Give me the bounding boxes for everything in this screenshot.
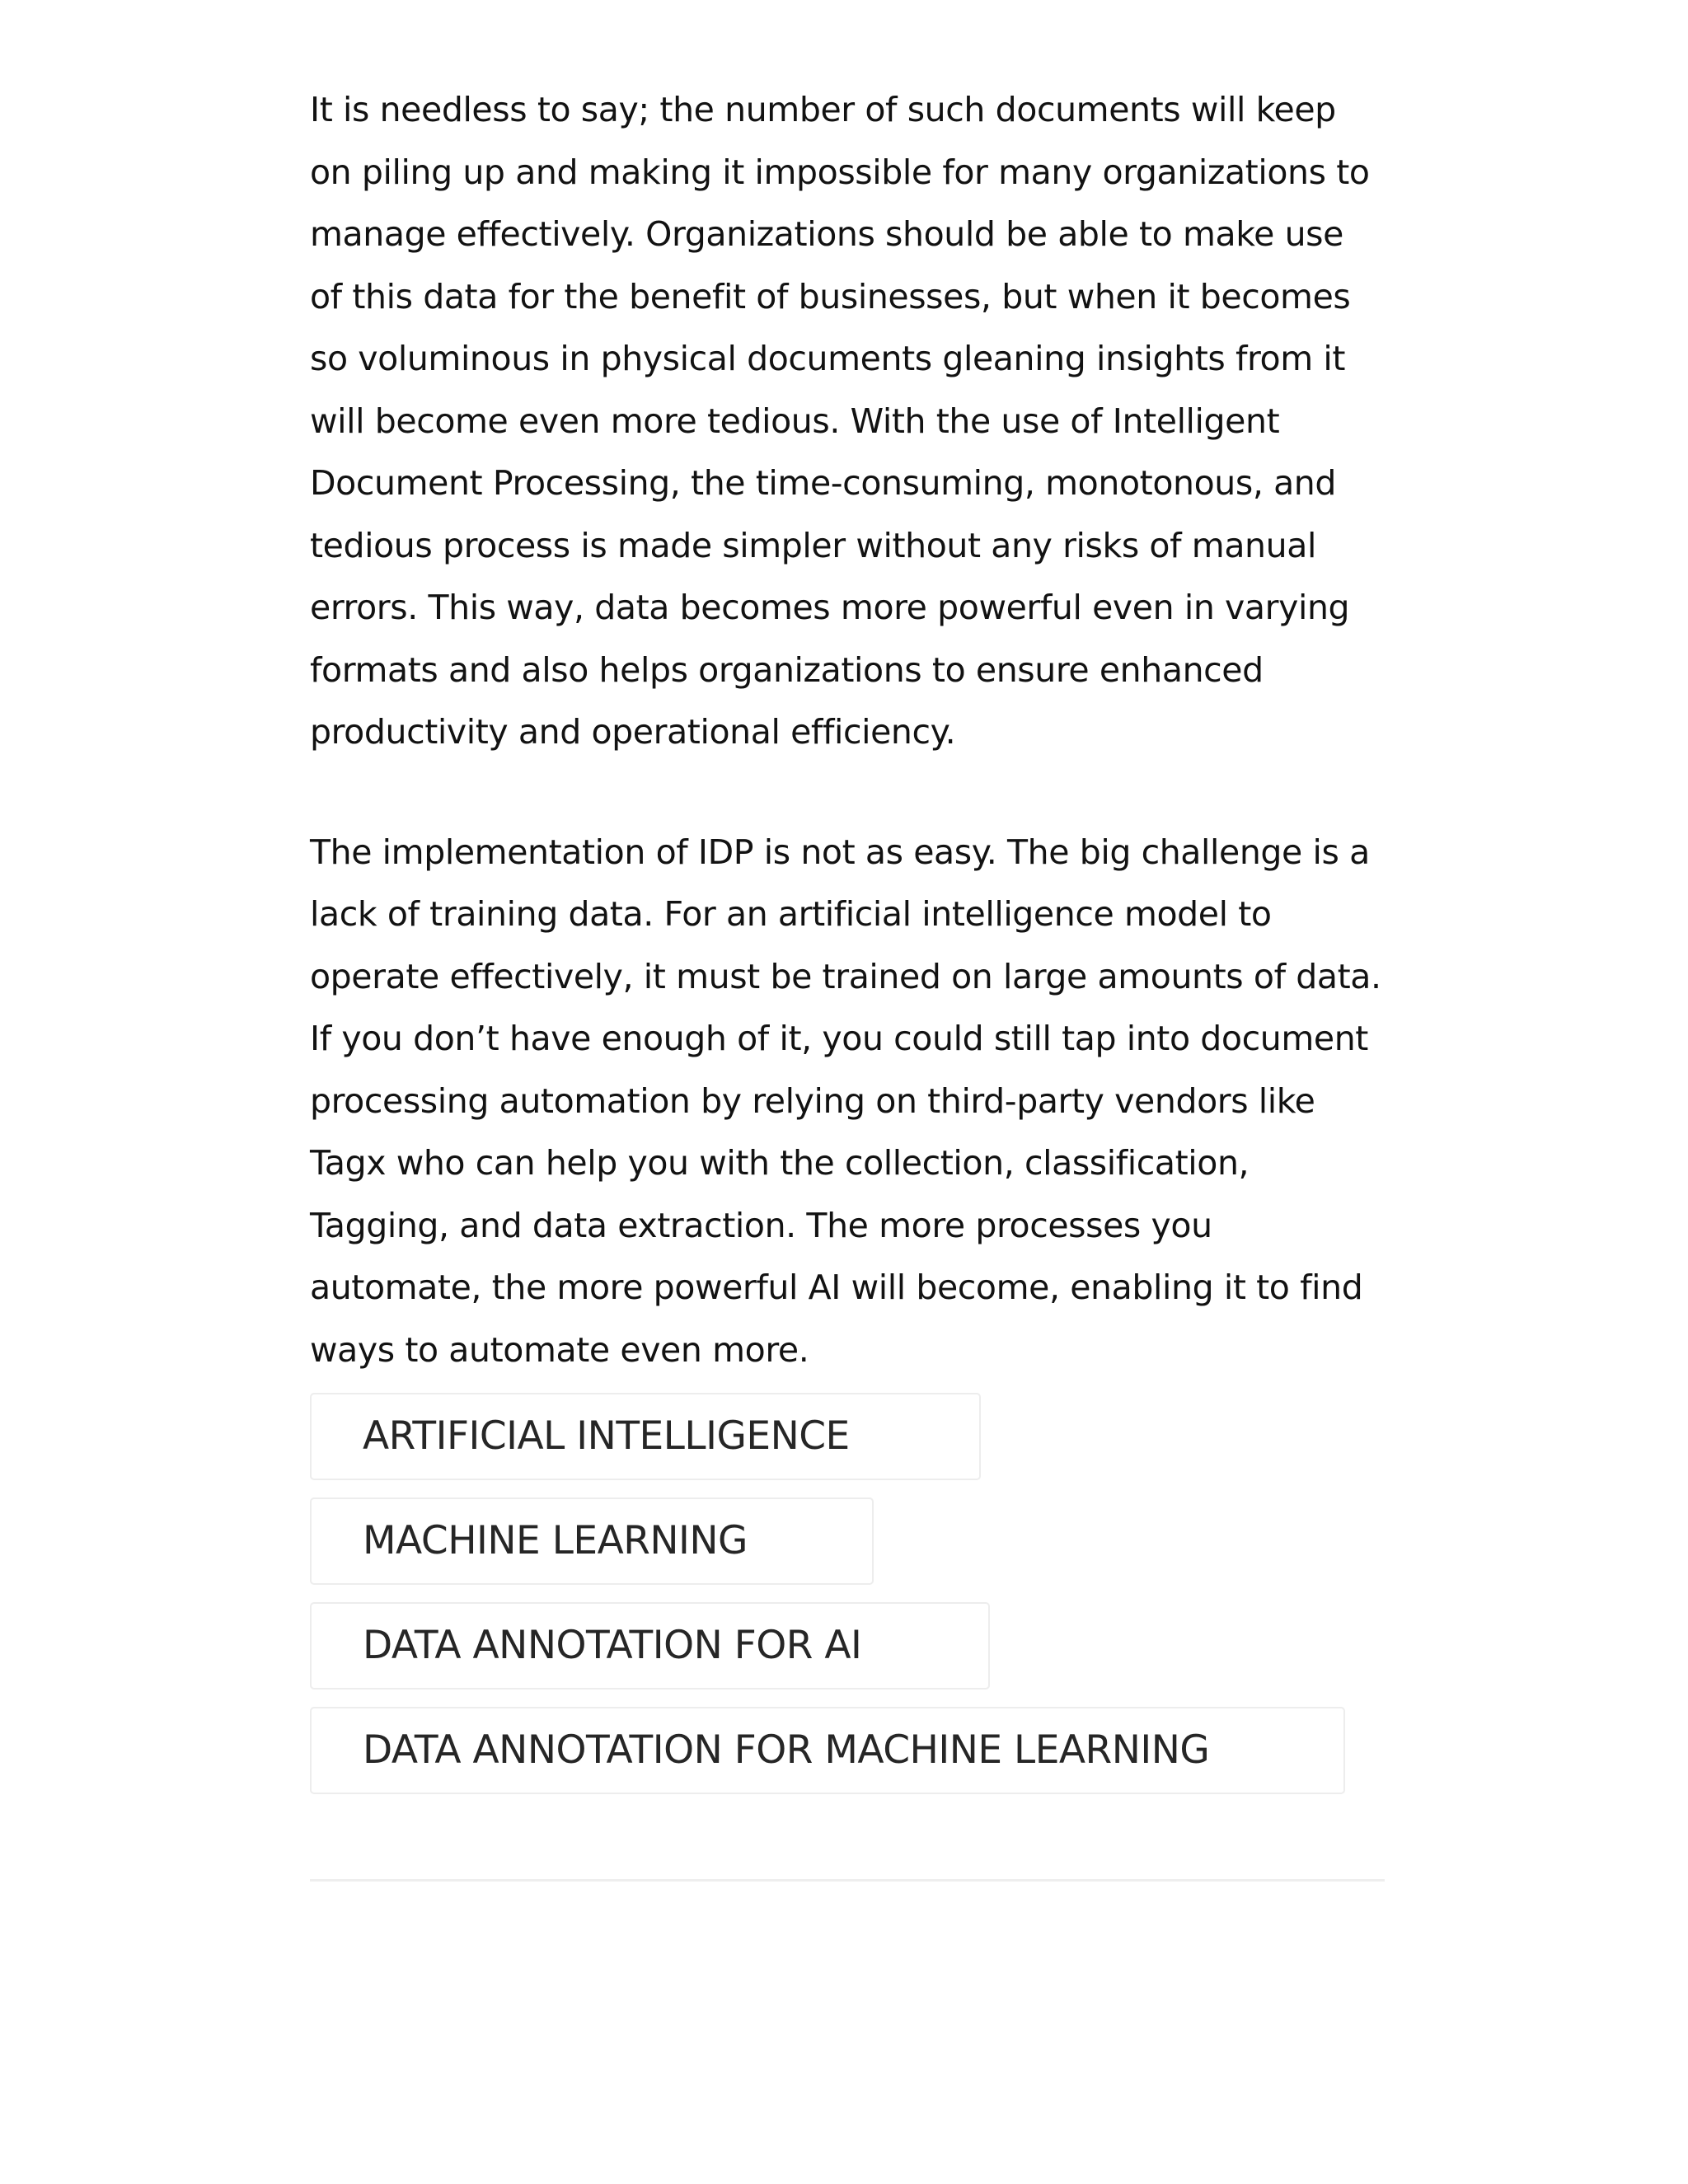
tag-artificial-intelligence[interactable]: ARTIFICIAL INTELLIGENCE	[310, 1393, 981, 1480]
article-body	[310, 79, 1381, 1794]
tag-machine-learning[interactable]: MACHINE LEARNING	[310, 1497, 874, 1585]
tag-list	[310, 1393, 1381, 1794]
tag-data-annotation-for-machine-learning[interactable]: DATA ANNOTATION FOR MACHINE LEARNING	[310, 1707, 1345, 1794]
article-paragraph-2: The implementation of IDP is not as easy. The big challenge is a lack of training data. For an artificial intelligence model to operate effectively, it must be trained on large amounts of data. If you don’t have enough of it, you could still tap into document processing automation by relying on third-party vendors like Tagx who can help you with the collection, classification, Tagging, and data extraction. The more processes you automate, the more powerful AI will become, enabling it to find ways to automate even more.	[310, 832, 1381, 1370]
article-paragraph-1: It is needless to say; the number of such documents will keep on piling up and making it impossible for many organizations to manage effectively. Organizations should be able to make use of this data for the benefit of businesses, but when it becomes so voluminous in physical documents gleaning insights from it will become even more tedious. With the use of Intelligent Document Processing, the time-consuming, monotonous, and tedious process is made simpler without any risks of manual errors. This way, data becomes more powerful even in varying formats and also helps organizations to ensure enhanced productivity and operational efficiency.	[310, 90, 1370, 752]
tag-data-annotation-for-ai[interactable]: DATA ANNOTATION FOR AI	[310, 1602, 990, 1690]
section-divider	[310, 1879, 1385, 1882]
